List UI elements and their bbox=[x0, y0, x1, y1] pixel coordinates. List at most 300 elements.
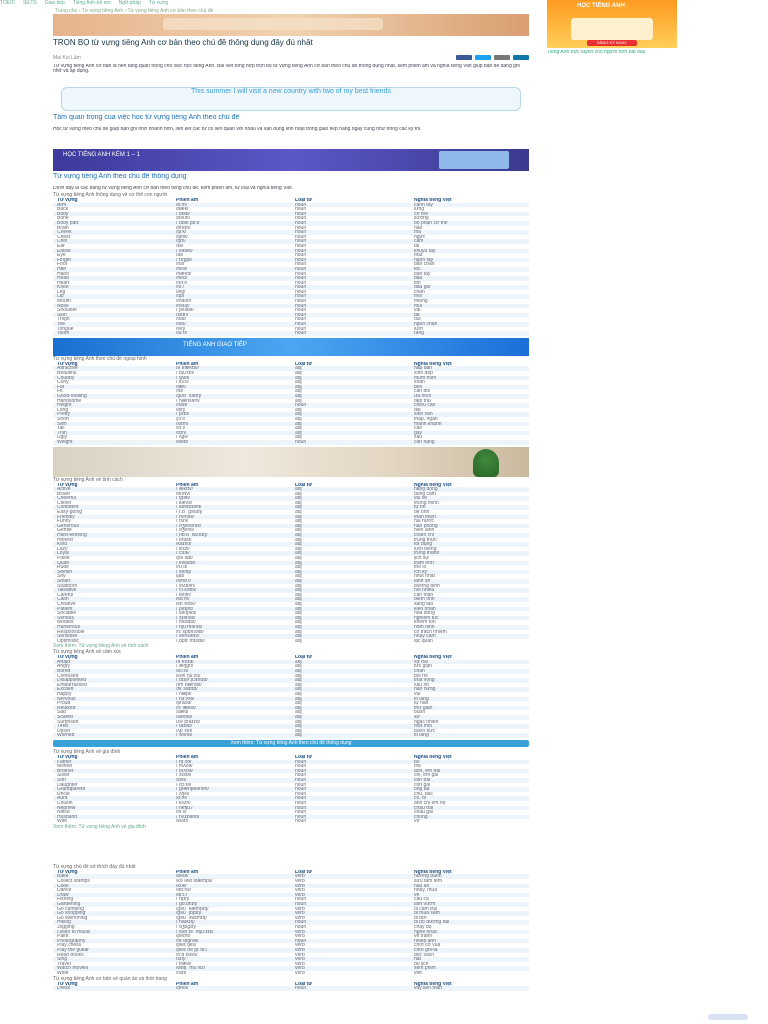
table-cell: noun bbox=[291, 294, 410, 299]
table-cell: noun bbox=[295, 819, 307, 824]
table-cell: /fæt/ bbox=[172, 385, 291, 390]
table-cell: adj bbox=[295, 664, 302, 670]
table-cell: Generous bbox=[53, 524, 172, 529]
facebook-share-icon[interactable] bbox=[456, 55, 472, 60]
table-cell: adj bbox=[291, 505, 410, 510]
table-cell: Hair bbox=[53, 267, 172, 272]
article-title: TRỌN BỘ từ vựng tiếng Anh cơ bản theo chủ đề thông dụng đầy đủ nhất bbox=[53, 39, 313, 47]
table-cell: da bbox=[410, 313, 529, 318]
table-cell: Fat bbox=[53, 385, 172, 390]
nav-item[interactable]: IELTS bbox=[23, 0, 37, 6]
table-cell: /dres/ bbox=[172, 986, 291, 991]
table-cell: khuỷu tay bbox=[410, 249, 529, 254]
table-cell: ưa nhìn bbox=[410, 394, 529, 399]
table-cell: thông minh bbox=[414, 500, 439, 506]
table-cell: /ˌɒptɪˈmɪstɪk/ bbox=[176, 638, 205, 644]
table-cell: vẽ tranh bbox=[414, 934, 433, 939]
table-cell: đầu gối bbox=[410, 285, 529, 290]
table-cell: noun bbox=[291, 920, 410, 925]
table-cell: thân thiện bbox=[410, 515, 529, 520]
table-cell: adj bbox=[295, 519, 302, 524]
table-cell: Tall bbox=[57, 426, 65, 431]
table-row bbox=[53, 733, 529, 738]
table-cell: thấp, ngắn bbox=[414, 416, 438, 422]
table-cell: /sɪŋ/ bbox=[172, 957, 291, 962]
table-cell: verb bbox=[295, 915, 305, 921]
table-cell: /fəˈtɒɡrəfi/ bbox=[172, 939, 291, 944]
table-caption: Từ vựng tiếng Anh về tính cách bbox=[53, 476, 123, 483]
email-share-icon[interactable] bbox=[494, 55, 510, 60]
table-cell: hòa đồng bbox=[414, 611, 435, 616]
table-cell: /ˈbɒdi pɑːt/ bbox=[172, 221, 291, 226]
table-cell: Body bbox=[53, 212, 172, 217]
table-cell: noun bbox=[291, 239, 410, 244]
table-cell: verb bbox=[291, 911, 410, 916]
table-cell: Sad bbox=[57, 710, 66, 715]
table-cell: Cheek bbox=[53, 230, 172, 235]
table-cell: vẽ bbox=[410, 893, 529, 898]
table-cell: buồn bực bbox=[414, 728, 436, 734]
table-cell: adj bbox=[295, 426, 302, 431]
room-photo bbox=[53, 447, 529, 477]
table-cell: noun bbox=[295, 764, 307, 769]
table-cell: adj bbox=[291, 422, 410, 427]
table-cell: /niː/ bbox=[172, 285, 291, 290]
table-cell: Dress bbox=[53, 986, 172, 991]
table-cell: /pleɪ tʃes/ bbox=[176, 943, 197, 948]
table-cell: nướng bánh bbox=[410, 874, 529, 879]
table-cell: ngón chân bbox=[410, 322, 529, 327]
table-cell: noun bbox=[291, 769, 410, 774]
article-meta bbox=[53, 55, 529, 63]
table-cell: hấp dẫn bbox=[410, 366, 529, 371]
table-cell: adj bbox=[295, 546, 302, 552]
table-cell: adj bbox=[295, 728, 302, 734]
table-cell: /ˈdʒentl/ bbox=[176, 528, 195, 534]
table-cell: /ɡəʊ ˈswɪmɪŋ/ bbox=[176, 915, 207, 921]
table-cell: gầy bbox=[410, 431, 529, 436]
nav-item[interactable]: TOEIC bbox=[0, 0, 16, 6]
hero-image bbox=[53, 14, 529, 36]
table-cell: Watch movies bbox=[53, 966, 172, 971]
author-name[interactable]: Mai Kui Lâm bbox=[53, 55, 81, 61]
table-cell: /ˈelbəʊ/ bbox=[172, 249, 291, 254]
table-cell: adj bbox=[295, 380, 302, 385]
table-cell: /haɪt/ bbox=[172, 403, 291, 408]
table-cell: noun bbox=[291, 249, 410, 254]
table-cell: ngạc nhiên bbox=[414, 719, 439, 725]
table-cell: noun bbox=[291, 778, 410, 783]
table-cell: má bbox=[410, 230, 529, 235]
table-cell: Niece bbox=[57, 810, 70, 815]
table-cell: /ˈlɔɪəl/ bbox=[172, 551, 291, 556]
table-cell: noun bbox=[295, 262, 307, 267]
table-cell: verb bbox=[291, 948, 410, 953]
table-cell: /skɪn/ bbox=[172, 313, 291, 318]
column-header: Nghĩa tiếng Việt bbox=[414, 754, 452, 760]
table-cell: adj bbox=[291, 616, 410, 621]
table-cell: vui bbox=[414, 692, 421, 697]
table-cell: adj bbox=[295, 611, 302, 616]
table-cell: /wɒtʃ ˈmuːviz/ bbox=[172, 966, 291, 971]
table-cell: /kəˈlekt stæmps/ bbox=[176, 879, 213, 884]
twitter-share-icon[interactable] bbox=[475, 55, 491, 60]
table-cell: /ˈfʌni/ bbox=[176, 519, 189, 524]
table-cell: Hard-working bbox=[53, 533, 172, 538]
table-caption: Từ vựng tiếng Anh về gia đình bbox=[53, 748, 121, 755]
table-cell: Heart bbox=[57, 280, 70, 286]
table-cell: verb bbox=[295, 961, 305, 967]
see-more-bar[interactable]: Xem thêm: Từ vựng tiếng Anh theo chủ đề thông dụng bbox=[53, 740, 529, 747]
table-cell: đi bơi bbox=[414, 915, 427, 921]
column-header: Loại từ bbox=[295, 981, 312, 987]
table-cell: Sister bbox=[57, 773, 70, 778]
table-cell: noun bbox=[291, 221, 410, 226]
table-cell: Friendly bbox=[53, 515, 172, 520]
table-cell: adj bbox=[295, 407, 302, 413]
table-cell: Stubborn bbox=[57, 583, 78, 589]
table-cell: Ear bbox=[57, 243, 65, 249]
table-cell: thư giãn bbox=[410, 706, 529, 711]
table-cell: Grandparent bbox=[53, 787, 172, 792]
table-cell: /ˈʃəʊldə/ bbox=[176, 308, 194, 313]
nav-item[interactable]: Từ vựng bbox=[148, 0, 169, 6]
table-cell: Sensitive bbox=[53, 634, 172, 639]
table-cell: Happy bbox=[57, 692, 72, 697]
table-cell: Fishing bbox=[57, 897, 74, 903]
table-cell: noun bbox=[291, 276, 410, 281]
column-header: Phiên âm bbox=[176, 655, 199, 660]
table-cell: lo lắng bbox=[410, 697, 529, 702]
table-cell: Listen to music bbox=[53, 930, 172, 935]
table-cell: Easy-going bbox=[57, 510, 83, 515]
table-cell: con gái bbox=[414, 782, 431, 788]
table-cell: /weɪt/ bbox=[172, 440, 291, 445]
table-cell: Surprised bbox=[57, 719, 79, 725]
table-cell: Careful bbox=[57, 592, 74, 598]
table-cell: /ˈnefjuː/ bbox=[172, 806, 291, 811]
table-cell: nhảy, múa bbox=[414, 888, 437, 893]
table-cell: dài bbox=[414, 407, 421, 413]
table-cell: cao bbox=[414, 426, 423, 431]
table-cell: Beautiful bbox=[57, 371, 77, 376]
table-cell: adj bbox=[291, 687, 410, 692]
table-cell: Smart bbox=[53, 579, 172, 584]
table-cell: Cousin bbox=[57, 800, 73, 806]
table-cell: adj bbox=[291, 487, 410, 492]
table-cell: vai bbox=[414, 308, 421, 313]
table-cell: /tɔːl/ bbox=[176, 426, 186, 431]
table-cell: adj bbox=[291, 570, 410, 575]
table-cell: /slɪm/ bbox=[172, 422, 291, 427]
table-cell: Humorous bbox=[53, 625, 172, 630]
table-cell: /ɑːm/ bbox=[172, 203, 291, 208]
table-cell: sáng tạo bbox=[414, 601, 434, 607]
table-cell: Collect stamps bbox=[57, 879, 90, 884]
table-cell: noun bbox=[291, 902, 410, 907]
table-cell: hát bbox=[410, 957, 529, 962]
table-cell: Optimistic bbox=[57, 638, 79, 644]
vocab-table-appearance bbox=[53, 356, 529, 445]
table-cell: /ˈsɪəriəs/ bbox=[172, 616, 291, 621]
table-cell: Elbow bbox=[53, 249, 172, 254]
nav-item[interactable]: Giao tiếp bbox=[44, 0, 65, 6]
table-cell: vợ bbox=[414, 819, 420, 824]
table-cell: Photography bbox=[53, 939, 172, 944]
table-cell: /ruːd/ bbox=[176, 565, 188, 570]
table-cell: Scared bbox=[53, 715, 172, 720]
table-cell: nói nhiều bbox=[410, 588, 529, 593]
table-cell: Creative bbox=[57, 601, 76, 607]
column-header: Nghĩa tiếng Việt bbox=[414, 981, 452, 987]
scroll-top-icon[interactable] bbox=[708, 1014, 748, 1020]
table-cell: xấu hổ bbox=[414, 682, 430, 688]
see-more-link-personality[interactable]: Xem thêm: Từ vựng tiếng Anh về tính cách bbox=[53, 643, 149, 650]
table-cell: /kriˈeɪtɪv/ bbox=[176, 601, 196, 607]
table-cell: /bɔːd/ bbox=[172, 669, 291, 674]
table-cell: noun bbox=[295, 925, 307, 930]
table-cell: chồng bbox=[410, 815, 529, 820]
sidebar-ad-title: HỌC TIẾNG ANH bbox=[577, 3, 625, 9]
table-cell: Thin bbox=[53, 431, 172, 436]
table-cell: noun bbox=[295, 308, 307, 313]
table-cell: /ˈdʒɒɡɪŋ/ bbox=[176, 925, 197, 930]
table-cell: noun bbox=[295, 326, 307, 332]
table-cell: làm vườn bbox=[410, 902, 529, 907]
table-cell: /ˈbrʌðə/ bbox=[172, 769, 291, 774]
table-cell: adj bbox=[291, 733, 410, 738]
table-cell: adj bbox=[291, 697, 410, 702]
table-cell: anh, em trai bbox=[410, 769, 529, 774]
table-cell: Shy bbox=[57, 574, 66, 579]
table-cell: đi bộ đường dài bbox=[410, 920, 529, 925]
table-cell: hóm hỉnh bbox=[410, 625, 529, 630]
table-cell: noun bbox=[291, 986, 410, 991]
table-cell: Body part bbox=[53, 221, 172, 226]
table-cell: xinh đẹp bbox=[414, 371, 433, 376]
table-cell: Relaxed bbox=[53, 706, 172, 711]
table-cell: Chin bbox=[53, 239, 172, 244]
table-cell: não bbox=[414, 225, 423, 231]
vocab-table bbox=[53, 655, 529, 738]
table-cell: /ˈleɪzi/ bbox=[176, 546, 190, 552]
table-cell: mảnh khảnh bbox=[410, 422, 529, 427]
table-cell: /ˈdɔːtə/ bbox=[176, 782, 192, 788]
vocab-table-hobbies bbox=[53, 864, 529, 976]
table-cell: chân bbox=[414, 289, 425, 295]
table-cell: Thigh bbox=[57, 317, 70, 323]
linkedin-share-icon[interactable] bbox=[513, 55, 529, 60]
table-cell: Eye bbox=[57, 253, 66, 258]
column-header: Từ vựng bbox=[57, 655, 78, 660]
table-cell: /ˈfɪʃɪŋ/ bbox=[176, 897, 190, 903]
table-cell: /ˈpeɪʃnt/ bbox=[172, 607, 291, 612]
table-cell: Brave bbox=[57, 491, 71, 497]
table-cell: bộ phận cơ thể bbox=[410, 221, 529, 226]
table-cell: adj bbox=[291, 561, 410, 566]
table-cell: Tired bbox=[53, 724, 172, 729]
table-cell: lười biếng bbox=[414, 546, 437, 552]
table-cell: adj bbox=[291, 724, 410, 729]
table-cell: verb bbox=[291, 957, 410, 962]
vocab-table-personality bbox=[53, 477, 529, 644]
table-cell: /ˈbɒdi/ bbox=[172, 212, 291, 217]
table-cell: Good-looking bbox=[53, 394, 172, 399]
table-cell: Shoulder bbox=[57, 308, 78, 313]
table-cell: adj bbox=[291, 588, 410, 593]
table-cell: noun bbox=[295, 299, 307, 304]
table-cell: /təʊ/ bbox=[172, 322, 291, 327]
table-cell: ông bà bbox=[410, 787, 529, 792]
breadcrumb[interactable]: Trang chủ › Từ vựng tiếng Anh › Từ vựng tiếng Anh cơ bản theo chủ đề bbox=[55, 8, 214, 14]
table-cell: adj bbox=[291, 542, 410, 547]
table-cell: Confused bbox=[57, 673, 79, 679]
table-cell: /ˈtrævl/ bbox=[176, 961, 192, 967]
vocab-table bbox=[53, 198, 529, 336]
table-cell: noun bbox=[291, 285, 410, 290]
table-cell: váy liền thân bbox=[410, 986, 529, 991]
table-cell: năng động bbox=[410, 487, 529, 492]
table-cell: /ˈkʌzn/ bbox=[176, 800, 191, 806]
table-cell: adj bbox=[291, 412, 410, 417]
table-cell: anh chị em họ bbox=[414, 800, 446, 806]
table-cell: /waɪf/ bbox=[176, 819, 189, 824]
nav-item[interactable]: Tiếng Anh trẻ em bbox=[72, 0, 111, 6]
table-cell: Active bbox=[53, 487, 172, 492]
table-cell: /ˈkɒnfɪdənt/ bbox=[172, 505, 291, 510]
promo-banner-communication[interactable] bbox=[53, 338, 529, 356]
table-cell: adj bbox=[295, 701, 302, 706]
sidebar-ad[interactable] bbox=[547, 0, 677, 48]
table-cell: adj bbox=[295, 435, 302, 440]
table-cell: nghiêm túc bbox=[410, 616, 529, 621]
table-cell: cằm bbox=[410, 239, 529, 244]
plant-image bbox=[473, 449, 499, 477]
column-header: Từ vựng bbox=[57, 981, 78, 987]
table-cell: adj bbox=[295, 682, 302, 688]
table-cell: cháu trai bbox=[410, 806, 529, 811]
table-cell: /ˌdɪsəˈpɔɪntɪd/ bbox=[172, 678, 291, 683]
table-cell: /ˈlɪsn tə ˈmjuːzɪk/ bbox=[172, 930, 291, 935]
table-cell: vui vẻ bbox=[410, 496, 529, 501]
table-cell: /heə/ bbox=[172, 267, 291, 272]
table-cell: Fit bbox=[57, 389, 63, 394]
table-cell: xấu bbox=[414, 435, 423, 440]
table-cell: Bake bbox=[53, 874, 172, 879]
table-cell: con trai bbox=[410, 778, 529, 783]
column-header: Từ vựng bbox=[57, 482, 78, 488]
table-cell: /fɪt/ bbox=[176, 389, 184, 394]
table-cell: adj bbox=[295, 583, 302, 589]
table-cell: tự tin bbox=[410, 505, 529, 510]
table-cell: Brain bbox=[57, 225, 69, 231]
table-cell: Lip bbox=[53, 294, 172, 299]
table-cell: verb bbox=[295, 906, 305, 912]
table-cell: noun bbox=[295, 782, 307, 788]
column-header: Phiên âm bbox=[176, 754, 199, 760]
table-cell: Father bbox=[53, 760, 172, 765]
table-cell: verb bbox=[295, 970, 305, 976]
see-more-link-family[interactable]: Xem thêm: Từ vựng tiếng Anh về gia đình bbox=[53, 823, 146, 830]
table-cell: chán bbox=[410, 669, 529, 674]
table-caption: Từ vựng chủ đề sở thích đầy đủ nhất bbox=[53, 863, 136, 870]
table-cell: môi bbox=[410, 294, 529, 299]
table-cell: /tuːθ/ bbox=[172, 331, 291, 336]
table-cell: /fʊt/ bbox=[176, 262, 185, 267]
table-cell: lưỡi bbox=[414, 326, 423, 332]
table-cell: Travel bbox=[57, 961, 71, 967]
table-cell: verb bbox=[291, 930, 410, 935]
table-cell: /ʃaɪ/ bbox=[176, 574, 185, 579]
table-cell: verb bbox=[295, 952, 305, 958]
table-cell: Go camping bbox=[57, 906, 84, 912]
table-cell: adj bbox=[291, 515, 410, 520]
table-cell: Tongue bbox=[57, 326, 74, 332]
table-cell: Attractive bbox=[53, 366, 172, 371]
table-cell: Talkative bbox=[53, 588, 172, 593]
table-cell: /ˈhænsəm/ bbox=[176, 398, 200, 404]
table-cell: /ˈsensətɪv/ bbox=[172, 634, 291, 639]
table-cell: Pretty bbox=[53, 412, 172, 417]
column-header: Loại từ bbox=[295, 655, 312, 660]
table-cell: Mouth bbox=[57, 299, 71, 304]
table-cell: /ˈkwaɪət/ bbox=[172, 561, 291, 566]
table-cell: /θɪn/ bbox=[172, 431, 291, 436]
table-cell: Back bbox=[57, 207, 69, 212]
promo-banner-tutoring[interactable] bbox=[53, 149, 529, 171]
table-cell: bố bbox=[410, 760, 529, 765]
table-cell: Lazy bbox=[57, 546, 68, 552]
table-cell: adj bbox=[291, 669, 410, 674]
table-cell: /ˌiːzi ˈɡəʊɪŋ/ bbox=[176, 510, 203, 515]
table-cell: lưng bbox=[414, 207, 425, 212]
table-cell: chạy bộ bbox=[414, 925, 432, 930]
table-cell: Proud bbox=[57, 701, 71, 706]
column-header: Nghĩa tiếng Việt bbox=[414, 198, 452, 203]
table-cell: /ˈfrendli/ bbox=[172, 515, 291, 520]
table-cell: /niːs/ bbox=[176, 810, 187, 815]
nav-item[interactable]: Ngữ pháp bbox=[118, 0, 141, 6]
table-cell: adj bbox=[291, 524, 410, 529]
table-cell: /leɡ/ bbox=[176, 289, 186, 295]
table-cell: Embarrassed bbox=[57, 682, 87, 688]
table-cell: mắt bbox=[414, 253, 423, 258]
table-cell: noun bbox=[291, 806, 410, 811]
vocab-table-emotions bbox=[53, 649, 529, 738]
table-cell: Worried bbox=[53, 733, 172, 738]
table-cell: tức giận bbox=[414, 664, 433, 670]
table-cell: Clever bbox=[57, 500, 72, 506]
register-button[interactable]: ĐĂNG KÝ NGAY bbox=[587, 40, 637, 46]
sidebar-text[interactable]: Tiếng Anh trực tuyến cho người mới bắt đầu bbox=[547, 50, 646, 55]
table-cell: Husband bbox=[53, 815, 172, 820]
table-cell: sợ hãi bbox=[410, 660, 529, 665]
table-cell: /peɪnt/ bbox=[176, 934, 191, 939]
table-cell: bàn chân bbox=[414, 262, 435, 267]
table-cell: kiên nhẫn bbox=[410, 607, 529, 612]
table-cell: nghe nhạc bbox=[410, 930, 529, 935]
table-cell: /səˈpraɪzd/ bbox=[176, 719, 201, 725]
table-cell: Slim bbox=[53, 422, 172, 427]
table-cell: /ɡəʊ ˈkæmpɪŋ/ bbox=[176, 906, 209, 912]
table-cell: Kind bbox=[53, 542, 172, 547]
table-cell: lanh lợi bbox=[410, 579, 529, 584]
table-cell: /breɪv/ bbox=[176, 491, 191, 497]
table-cell: /ˈhæpi/ bbox=[176, 692, 192, 697]
column-header: Từ vựng bbox=[57, 754, 78, 760]
table-cell: /ˈwʌrid/ bbox=[172, 733, 291, 738]
table-cell: /lɪp/ bbox=[172, 294, 291, 299]
